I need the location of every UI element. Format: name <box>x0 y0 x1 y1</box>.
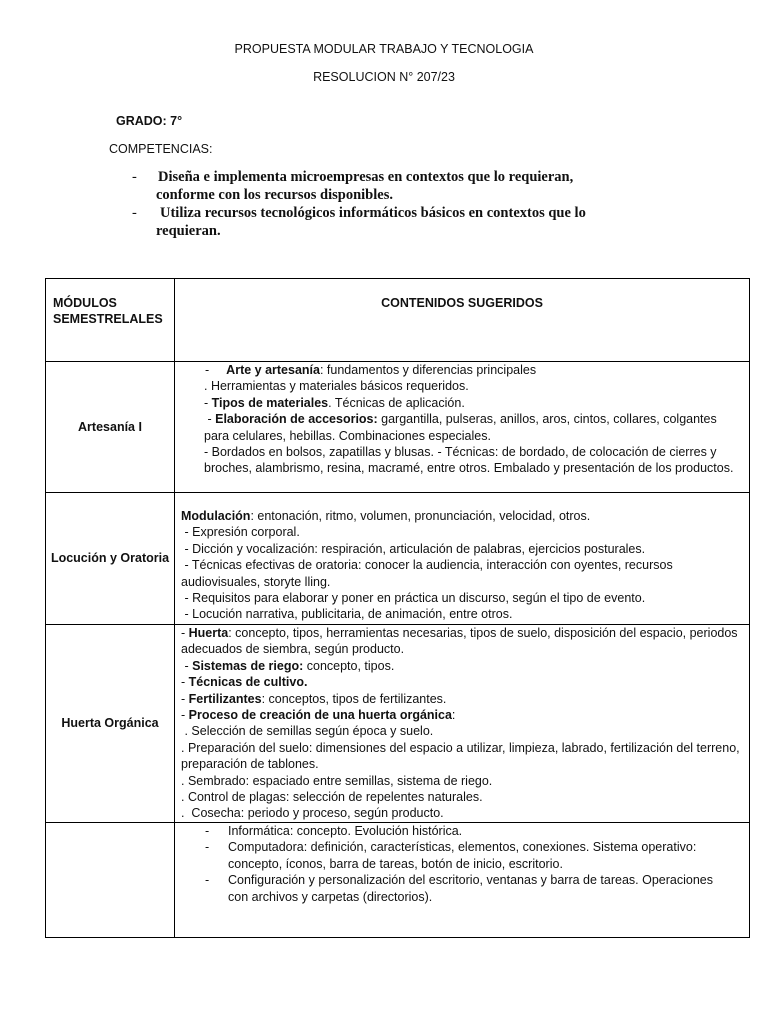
competency-line: Utiliza recursos tecnológicos informáticos básicos en contextos que lo <box>160 205 586 221</box>
content-line: - Expresión corporal. <box>181 525 300 540</box>
module-name-cell <box>46 822 175 937</box>
bullet-dash: - <box>132 169 137 185</box>
modules-header-cell <box>46 279 175 362</box>
list-item: - Computadora: definición, características, elementos, conexiones. Sistema operativo: concepto, íconos, barra de tareas, botón de inicio, escritorio. <box>205 840 697 871</box>
table-row <box>46 625 750 823</box>
contents-header-cell <box>175 279 750 362</box>
content-line: - Sistemas de riego: concepto, tipos. <box>181 658 395 673</box>
module-name-cell <box>46 625 175 823</box>
table-row <box>46 362 750 493</box>
content-line: - Elaboración de accesorios: gargantilla, pulseras, anillos, aros, cintos, collares, colgantes para celulares, hebillas. Combinaciones especiales. <box>204 412 717 443</box>
contents-header-label: CONTENIDOS SUGERIDOS <box>381 296 543 310</box>
content-line: - Requisitos para elaborar y poner en práctica un discurso, según el tipo de evento. <box>181 591 646 606</box>
competency-line: requieran. <box>156 223 221 239</box>
contents-cell <box>175 362 750 493</box>
module-name: Locución y Oratoria <box>50 551 170 566</box>
content-line: . Selección de semillas según época y suelo. <box>181 724 434 739</box>
content-line: - Locución narrativa, publicitaria, de animación, entre otros. <box>181 607 513 622</box>
content-line: . Herramientas y materiales básicos requeridos. <box>204 379 469 394</box>
competency-line: conforme con los recursos disponibles. <box>156 187 393 203</box>
content-line: . Sembrado: espaciado entre semillas, sistema de riego. <box>181 773 493 788</box>
modules-table <box>45 278 750 938</box>
table-header-row <box>46 279 750 362</box>
content-line: . Control de plagas: selección de repelentes naturales. <box>181 790 483 805</box>
module-name: Huerta Orgánica <box>61 716 159 731</box>
list-item: - Informática: concepto. Evolución histórica. <box>205 823 463 838</box>
content-line: Modulación: entonación, ritmo, volumen, pronunciación, velocidad, otros. <box>181 509 591 523</box>
modules-header-label: MÓDULOS <box>53 296 117 310</box>
content-line: - Fertilizantes: conceptos, tipos de fertilizantes. <box>181 691 447 706</box>
content-line: . Cosecha: periodo y proceso, según producto. <box>181 806 444 821</box>
contents-cell <box>175 822 750 937</box>
document-title: PROPUESTA MODULAR TRABAJO Y TECNOLOGIA <box>234 42 534 56</box>
module-name: Artesanía I <box>78 419 142 434</box>
module-name-cell <box>46 493 175 625</box>
table-row <box>46 822 750 937</box>
content-line: - Huerta: concepto, tipos, herramientas necesarias, tipos de suelo, disposición del espacio, periodos adecuados de siembra, según producto. <box>181 626 738 657</box>
module-name-cell <box>46 362 175 493</box>
content-line: - Técnicas de cultivo. <box>181 675 308 690</box>
bullet-dash: - <box>132 205 137 221</box>
modules-header-label: SEMESTRELALES <box>53 312 163 327</box>
resolution-number: RESOLUCION N° 207/23 <box>313 70 455 84</box>
content-line: - Bordados en bolsos, zapatillas y blusas. - Técnicas: de bordado, de colocación de cierres y broches, alambrismo, resina, macramé, entre otros. Embalado y presentación de los productos. <box>204 445 734 476</box>
competency-item <box>132 168 622 204</box>
competency-line: Diseña e implementa microempresas en contextos que lo requieran, <box>158 169 574 185</box>
grade-label: GRADO: 7° <box>116 114 183 128</box>
competencies-label: COMPETENCIAS: <box>109 142 213 156</box>
list-item: - Configuración y personalización del escritorio, ventanas y barra de tareas. Operaciones con archivos y carpetas (directorios). <box>205 873 713 904</box>
table-row <box>46 493 750 625</box>
content-line: - Técnicas efectivas de oratoria: conocer la audiencia, interacción con oyentes, recursos audiovisuales, storyte lling. <box>181 558 677 589</box>
content-line: - Tipos de materiales. Técnicas de aplicación. <box>204 395 465 410</box>
content-line: . Preparación del suelo: dimensiones del espacio a utilizar, limpieza, labrado, fertilización del terreno, preparación de tablones. <box>181 740 740 772</box>
content-line: - Arte y artesanía: fundamentos y diferencias principales <box>205 363 537 377</box>
content-line: - Dicción y vocalización: respiración, articulación de palabras, ejercicios posturales. <box>181 541 646 556</box>
content-line: - Proceso de creación de una huerta orgánica: <box>181 708 456 723</box>
competency-item <box>132 204 622 240</box>
contents-cell <box>175 625 750 823</box>
contents-cell <box>175 493 750 625</box>
